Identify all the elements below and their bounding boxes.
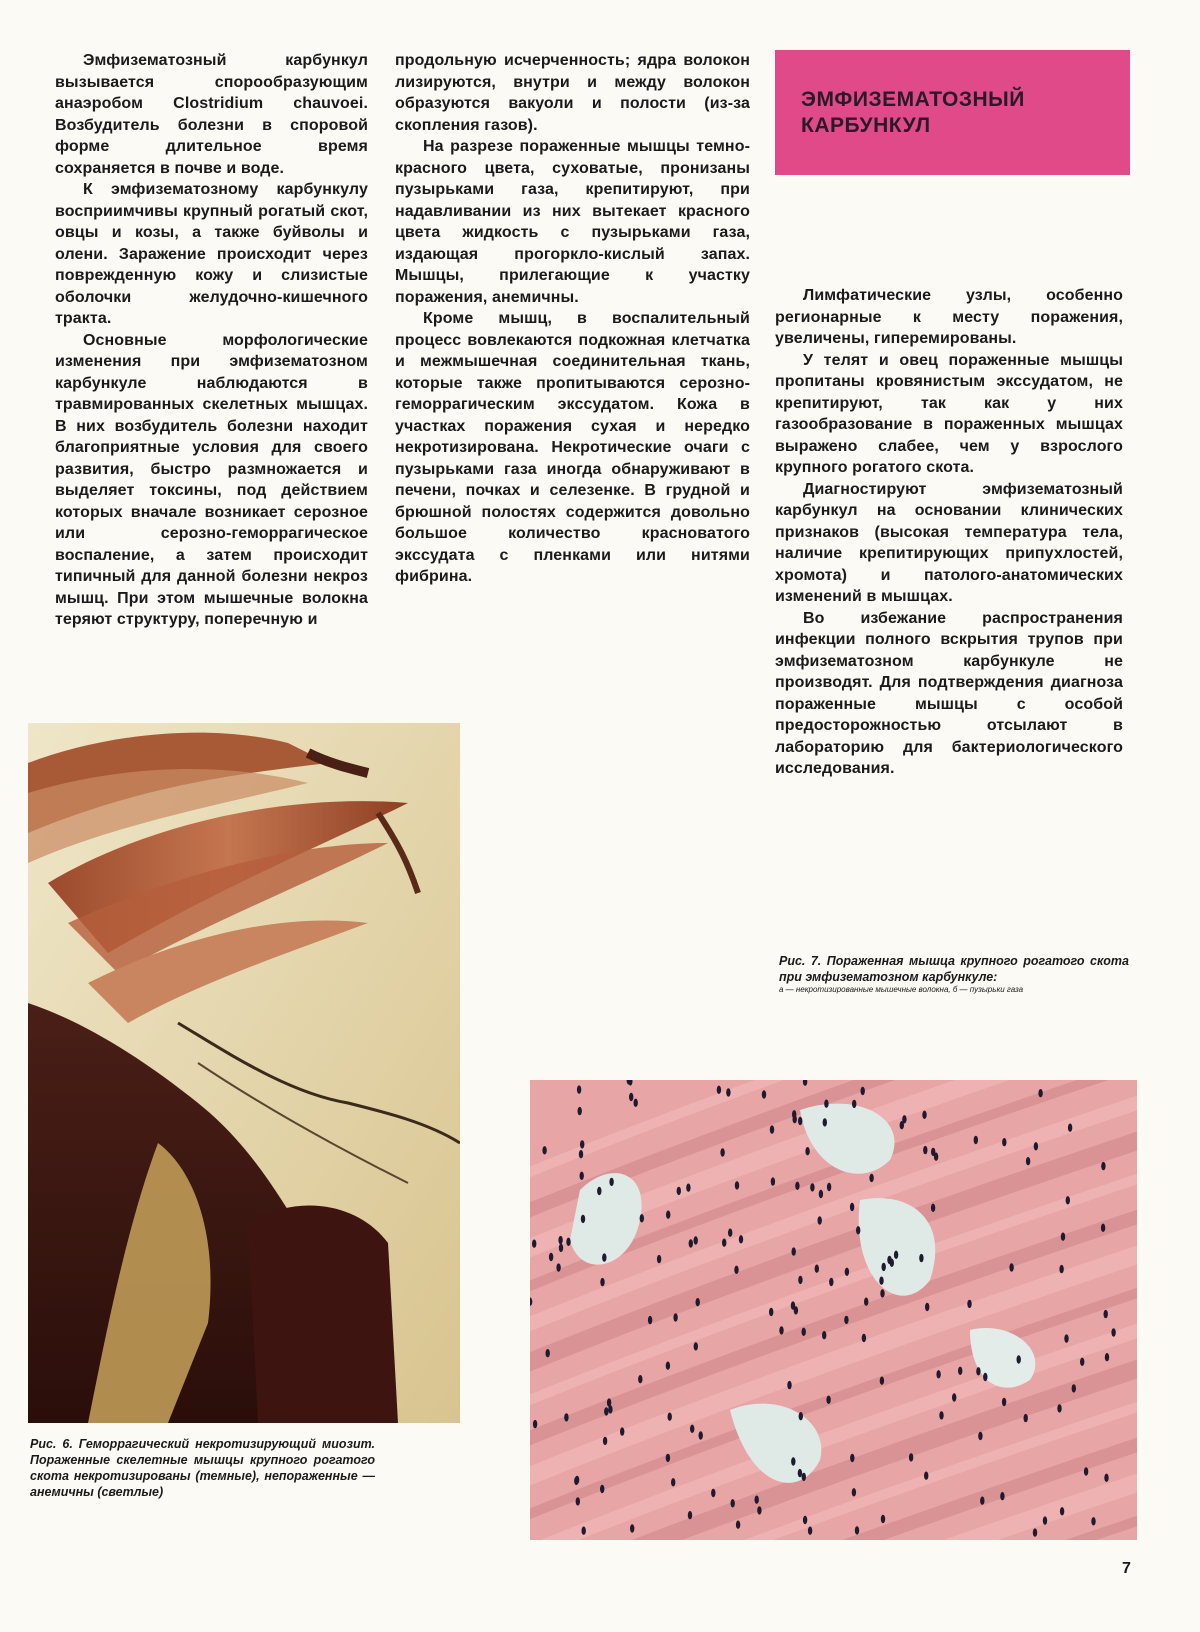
text-column-2 (395, 50, 750, 588)
paragraph: На разрезе пораженные мышцы темно-красного цвета, суховатые, пронизаны пузырьками газа, крепитируют, при надавливании из них вытекает красного цвета жидкость с пузырьками газа, издающая прогоркло-кислый запах. Мышцы, прилегающие к участку поражения, анемичны. (395, 138, 750, 306)
figure-7-caption (779, 953, 1129, 995)
paragraph: Лимфатические узлы, особенно регионарные к месту поражения, увеличены, гиперемированы. (775, 287, 1123, 347)
section-title-box (775, 50, 1130, 175)
figure-6-caption: Рис. 6. Геморрагический некротизирующий миозит. Пораженные скелетные мышцы крупного рогатого скота некротизированы (темные), непораженные — анемичны (светлые) (30, 1437, 375, 1499)
paragraph: Кроме мышц, в воспалительный процесс вовлекаются подкожная клетчатка и межмышечная соединительная ткань, которые также пропитываются серозно-геморрагическим экссудатом. Кожа в участках поражения сухая и нередко некротизирована. Некротические очаги с пузырьками газа иногда обнаруживают в печени, почках и селезенке. В грудной и брюшной полостях содержится довольно большое количество красноватого экссудата с пленками или нитями фибрина. (395, 310, 750, 585)
section-title-line: КАРБУНКУЛ (801, 114, 931, 137)
paragraph: Во избежание распространения инфекции полного вскрытия трупов при эмфизематозном карбункуле не производят. Для подтверждения диагноза пораженные мышцы с особой предосторожностью отсылают в лабораторию для бактериологического исследования. (775, 609, 1123, 777)
text-column-1 (55, 50, 368, 631)
paragraph: Основные морфологические изменения при эмфизематозном карбункуле наблюдаются в травмированных скелетных мышцах. В них возбудитель болезни находит благоприятные условия для своего развития, быстро размножается и выделяет токсины, под действием которых вначале возникает серозное или серозно-геморрагическое воспаление, а затем происходит типичный для данной болезни некроз мышц. При этом мышечные волокна теряют структуру, поперечную и (55, 331, 368, 628)
figure-7-micrograph (530, 1080, 1137, 1540)
figure-7-caption-main: Рис. 7. Пораженная мышца крупного рогатого скота при эмфизематозном карбункуле: (779, 954, 1129, 984)
paragraph: К эмфизематозному карбункулу восприимчивы крупный рогатый скот, овцы и козы, а также буйволы и олени. Заражение происходит через поврежденную кожу и слизистые оболочки желудочно-кишечного тракта. (55, 181, 368, 327)
page-number: 7 (1122, 1560, 1131, 1577)
paragraph: У телят и овец пораженные мышцы пропитаны кровянистым экссудатом, не крепитируют, так как у них газообразование в пораженных мышцах выражено слабее, чем у взрослого крупного рогатого скота. (775, 351, 1123, 476)
text-column-3 (775, 285, 1123, 780)
paragraph: Эмфизематозный карбункул вызывается спорообразующим анаэробом Clostridium chauvoei. Возбудитель болезни в споровой форме длительное время сохраняется в почве и воде. (55, 52, 368, 177)
section-title-line: ЭМФИЗЕМАТОЗНЫЙ (801, 88, 1025, 111)
paragraph: продольную исчерченность; ядра волокон лизируются, внутри и между волокон образуются вакуоли и полости (из-за скопления газов). (395, 52, 750, 134)
figure-7-caption-legend: а — некротизированные мышечные волокна, б — пузырьки газа (779, 985, 1024, 994)
figure-6-photo (28, 723, 460, 1423)
paragraph: Диагностируют эмфизематозный карбункул на основании клинических признаков (высокая температура тела, наличие крепитирующих припухлостей, хромота) и патолого-анатомических изменений в мышцах. (775, 480, 1123, 605)
